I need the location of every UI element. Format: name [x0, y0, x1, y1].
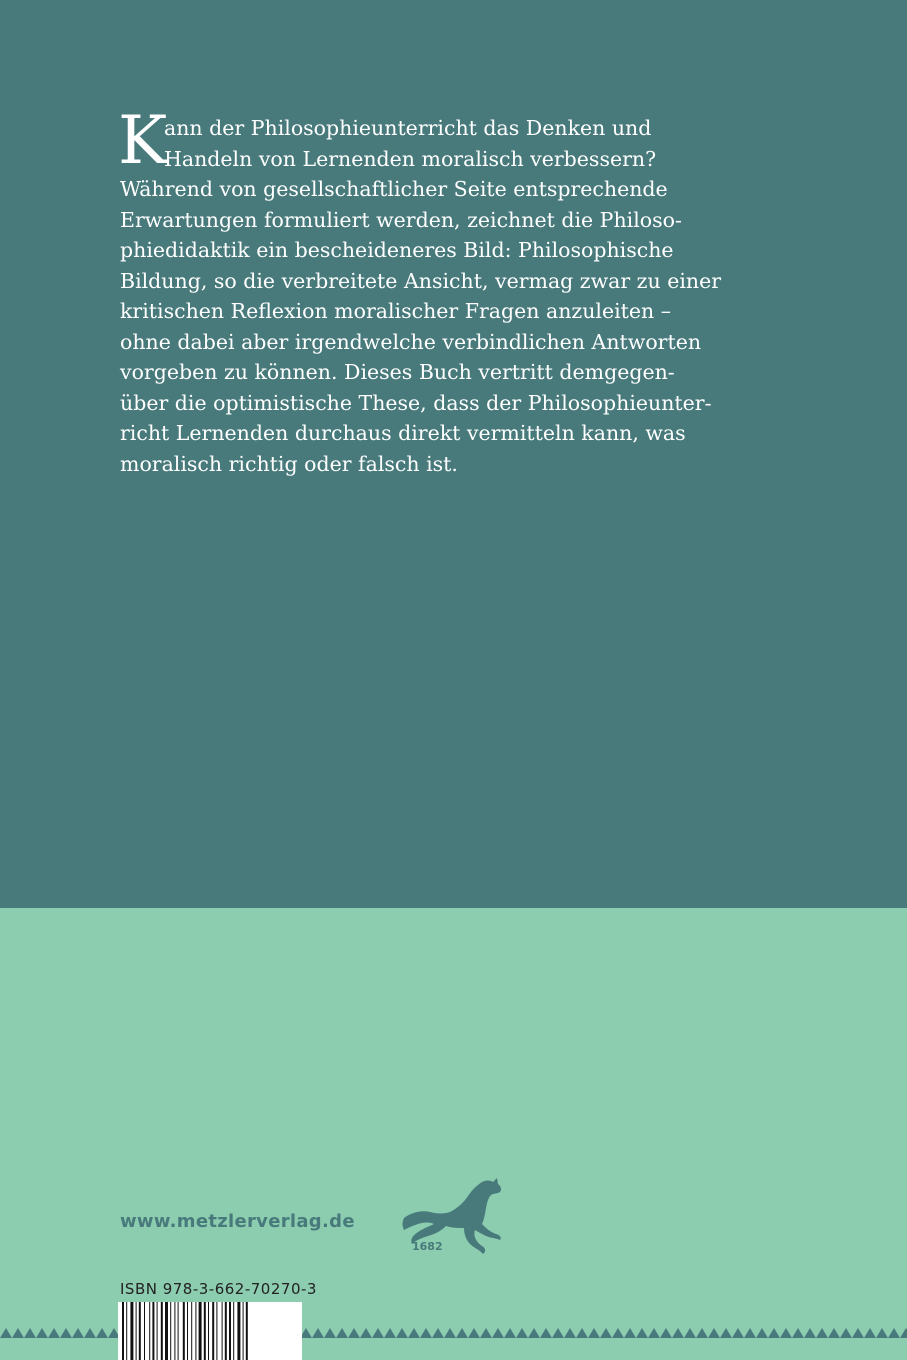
border-triangle: [12, 1328, 24, 1338]
border-triangle: [660, 1328, 672, 1338]
border-triangle: [456, 1328, 468, 1338]
barcode-bar: [216, 1302, 217, 1360]
border-triangle: [504, 1328, 516, 1338]
border-triangle: [768, 1328, 780, 1338]
barcode-bar: [130, 1302, 133, 1360]
border-triangle: [792, 1328, 804, 1338]
border-triangle: [672, 1328, 684, 1338]
border-triangle: [480, 1328, 492, 1338]
barcode-bar: [204, 1302, 206, 1360]
border-triangle: [708, 1328, 720, 1338]
barcode-bar: [152, 1302, 154, 1360]
border-triangle: [312, 1328, 324, 1338]
blurb-line: Während von gesellschaftlicher Seite entsprechende: [120, 177, 668, 201]
blurb-line: moralisch richtig oder falsch ist.: [120, 451, 458, 476]
barcode-bar: [149, 1302, 150, 1360]
border-triangle: [624, 1328, 636, 1338]
publisher-url[interactable]: www.metzlerverlag.de: [120, 1211, 355, 1232]
border-triangle: [840, 1328, 852, 1338]
border-triangle: [852, 1328, 864, 1338]
border-triangle: [84, 1328, 96, 1338]
barcode-bar: [208, 1302, 209, 1360]
border-triangle: [24, 1328, 36, 1338]
border-triangle: [612, 1328, 624, 1338]
barcode-bar: [122, 1302, 124, 1360]
barcode-bar: [229, 1302, 231, 1360]
barcode-bar: [233, 1302, 234, 1360]
border-triangle: [576, 1328, 588, 1338]
border-triangle: [96, 1328, 108, 1338]
border-triangle: [516, 1328, 528, 1338]
border-triangle: [60, 1328, 72, 1338]
blurb-line: Handeln von Lernenden moralisch verbessern?: [164, 146, 657, 171]
border-triangle: [492, 1328, 504, 1338]
border-triangle: [396, 1328, 408, 1338]
blurb-line: ann der Philosophieunterricht das Denken und: [164, 116, 652, 140]
barcode-bar: [174, 1302, 175, 1360]
border-triangle: [684, 1328, 696, 1338]
barcode-bar: [183, 1302, 185, 1360]
barcode-bar: [178, 1302, 179, 1360]
barcode: [118, 1302, 302, 1360]
barcode-bar: [237, 1302, 240, 1360]
blurb-line: Erwartungen formuliert werden, zeichnet die Philoso-: [120, 207, 682, 232]
border-triangle: [420, 1328, 432, 1338]
border-triangle: [780, 1328, 792, 1338]
border-triangle: [564, 1328, 576, 1338]
blurb-line: Bildung, so die verbreitete Ansicht, vermag zwar zu einer: [120, 268, 722, 293]
barcode-bar: [243, 1302, 244, 1360]
border-triangle: [36, 1328, 48, 1338]
barcode-bar: [139, 1302, 141, 1360]
border-triangle: [864, 1328, 876, 1338]
border-triangle: [588, 1328, 600, 1338]
border-triangle: [324, 1328, 336, 1338]
border-triangle: [888, 1328, 900, 1338]
border-triangle: [732, 1328, 744, 1338]
blurb-line: phiedidaktik ein bescheideneres Bild: Philosophische: [120, 238, 674, 262]
logo-year: 1682: [412, 1240, 443, 1253]
border-triangle: [0, 1328, 12, 1338]
border-triangle: [408, 1328, 420, 1338]
border-triangle: [528, 1328, 540, 1338]
border-triangle: [540, 1328, 552, 1338]
border-triangle: [600, 1328, 612, 1338]
border-triangle: [384, 1328, 396, 1338]
drop-cap: K: [118, 102, 168, 179]
border-triangle: [720, 1328, 732, 1338]
border-triangle: [696, 1328, 708, 1338]
border-triangle: [744, 1328, 756, 1338]
border-triangle: [336, 1328, 348, 1338]
barcode-bar: [165, 1302, 168, 1360]
border-triangle: [348, 1328, 360, 1338]
border-triangle: [828, 1328, 840, 1338]
border-triangle: [72, 1328, 84, 1338]
barcode-bar: [187, 1302, 188, 1360]
border-triangle: [444, 1328, 456, 1338]
border-triangle: [816, 1328, 828, 1338]
blurb-line: über die optimistische These, dass der Philosophieunter-: [120, 390, 712, 415]
horse-icon: [398, 1168, 510, 1268]
barcode-bar: [222, 1302, 223, 1360]
blurb-line: vorgeben zu können. Dieses Buch vertritt demgegen-: [120, 360, 675, 384]
border-triangle: [648, 1328, 660, 1338]
barcode-bar: [144, 1302, 145, 1360]
barcode-bar: [199, 1302, 202, 1360]
barcode-bar: [195, 1302, 196, 1360]
border-triangle: [552, 1328, 564, 1338]
border-triangle: [48, 1328, 60, 1338]
barcode-bar: [157, 1302, 158, 1360]
border-triangle: [432, 1328, 444, 1338]
blurb-text: [120, 113, 740, 479]
barcode-bar: [170, 1302, 171, 1360]
blurb-line: ohne dabei aber irgendwelche verbindlichen Antworten: [120, 329, 702, 354]
barcode-bar: [246, 1302, 248, 1360]
border-triangle: [804, 1328, 816, 1338]
border-triangle: [468, 1328, 480, 1338]
barcode-bar: [191, 1302, 192, 1360]
barcode-bar: [161, 1302, 163, 1360]
blurb-line: richt Lernenden durchaus direkt vermitteln kann, was: [120, 421, 686, 445]
barcode-bar: [225, 1302, 227, 1360]
border-triangle: [900, 1328, 907, 1338]
border-triangle: [360, 1328, 372, 1338]
isbn-label: ISBN 978-3-662-70270-3: [120, 1280, 317, 1298]
barcode-bar: [126, 1302, 127, 1360]
barcode-bar: [212, 1302, 214, 1360]
border-triangle: [876, 1328, 888, 1338]
border-triangle: [636, 1328, 648, 1338]
blurb-line: kritischen Reflexion moralischer Fragen anzuleiten –: [120, 299, 671, 323]
border-triangle: [756, 1328, 768, 1338]
border-triangle: [372, 1328, 384, 1338]
barcode-bar: [136, 1302, 137, 1360]
